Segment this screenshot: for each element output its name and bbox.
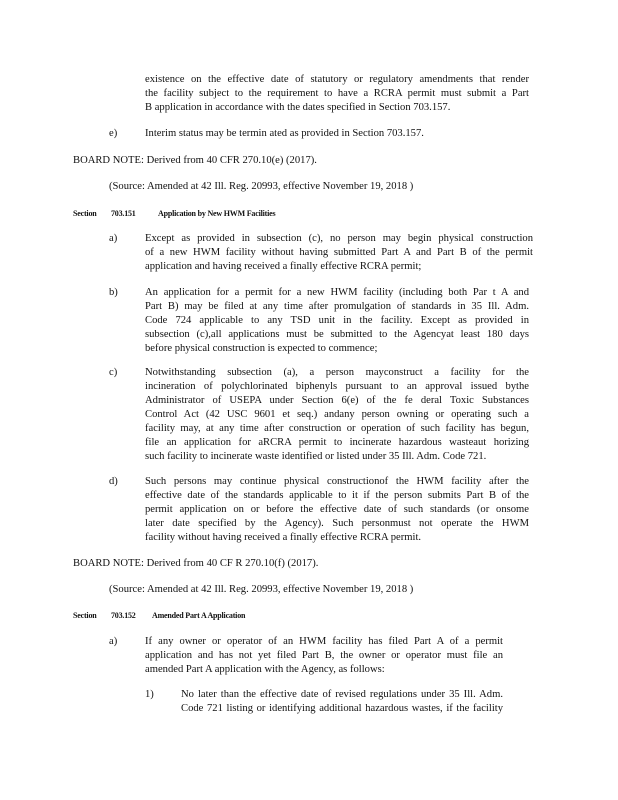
paragraph-line: subsection (c),all applications must be submitted to the Agencyat least 180 days [145, 329, 529, 340]
item-a2-label: a) [109, 636, 118, 647]
item-d-paragraph [145, 475, 529, 545]
section-703-152-title: Amended Part A Application [152, 611, 246, 620]
paragraph-line: Part B) may be filed at any time after promulgation of standards in 35 Ill. Adm. [145, 301, 529, 312]
paragraph-line: If any owner or operator of an HWM facility has filed Part A of a permit [145, 636, 503, 647]
board-note-1 [73, 154, 317, 168]
board-note-line: BOARD NOTE: Derived from 40 CFR 270.10(e) (2017). [73, 155, 317, 166]
item-a2-1-paragraph [181, 688, 503, 716]
paragraph-line: An application for a permit for a new HWM facility (including both Par t A and [145, 287, 529, 298]
source-line: (Source: Amended at 42 Ill. Reg. 20993, effective November 19, 2018 ) [109, 584, 414, 595]
paragraph-line: amended Part A application with the Agency, as follows: [145, 664, 385, 675]
paragraph-line: facility may, at any time after construction or operation of such facility has begun, [145, 423, 529, 434]
paragraph-line: effective date of the standards applicable to it if the person submits Part B of the [145, 490, 529, 501]
paragraph-line: B application in accordance with the dates specified in Section 703.157. [145, 102, 451, 113]
paragraph-line: Except as provided in subsection (c), no person may begin physical construction [145, 233, 533, 244]
paragraph-line: application and has not yet filed Part B, the owner or operator must file an [145, 650, 503, 661]
paragraph-line: such facility to incinerate waste identified or listed under 35 Ill. Adm. Code 721. [145, 451, 487, 462]
paragraph-line: Control Act (42 USC 9601 et seq.) andany person owning or operating such a [145, 409, 529, 420]
paragraph-line: incineration of polychlorinated biphenyls pursuant to an approval issued bythe [145, 381, 529, 392]
paragraph-line: of a new HWM facility without having submitted Part A and Part B of the permit [145, 247, 533, 258]
section-703-151-number: 703.151 [111, 209, 136, 218]
source-note-1 [109, 180, 413, 194]
section-703-152-label: Section [73, 611, 97, 620]
item-a2-1-label: 1) [145, 689, 154, 700]
paragraph-line: Code 724 applicable to any TSD unit in the facility. Except as provided in [145, 315, 529, 326]
item-d-label: d) [109, 476, 118, 487]
paragraph-line: existence on the effective date of statutory or regulatory amendments that render [145, 74, 529, 85]
item-c-paragraph [145, 366, 529, 464]
item-a2-paragraph [145, 635, 503, 677]
paragraph-line: facility without having received a finally effective RCRA permit. [145, 532, 422, 543]
section-703-152-number: 703.152 [111, 611, 136, 620]
item-e-label: e) [109, 128, 118, 139]
paragraph-line: Notwithstanding subsection (a), a person mayconstruct a facility for the [145, 367, 529, 378]
section-703-151-title: Application by New HWM Facilities [158, 209, 276, 218]
item-b-label: b) [109, 287, 118, 298]
board-note-2 [73, 557, 318, 571]
paragraph-line: Such persons may continue physical constructionof the HWM facility after the [145, 476, 529, 487]
paragraph-line: the facility subject to the requirement to have a RCRA permit must submit a Part [145, 88, 529, 99]
intro-continuation-paragraph [145, 73, 529, 115]
section-703-151-label: Section [73, 209, 97, 218]
paragraph-line: Interim status may be termin ated as provided in Section 703.157. [145, 128, 424, 139]
item-a-paragraph [145, 232, 533, 274]
paragraph-line: No later than the effective date of revised regulations under 35 Ill. Adm. [181, 689, 503, 700]
item-e-text [145, 127, 424, 141]
paragraph-line: permit application on or before the effective date of such standards (or onsome [145, 504, 529, 515]
paragraph-line: file an application for aRCRA permit to incinerate hazardous wasteaut horizing [145, 437, 529, 448]
item-b-paragraph [145, 286, 529, 356]
board-note-line: BOARD NOTE: Derived from 40 CF R 270.10(f) (2017). [73, 558, 319, 569]
item-c-label: c) [109, 367, 118, 378]
paragraph-line: application and having received a finally effective RCRA permit; [145, 261, 422, 272]
paragraph-line: Administrator of USEPA under Section 6(e) of the fe deral Toxic Substances [145, 395, 529, 406]
paragraph-line: later date specified by the Agency). Such personmust not operate the HWM [145, 518, 529, 529]
source-line: (Source: Amended at 42 Ill. Reg. 20993, effective November 19, 2018 ) [109, 181, 414, 192]
paragraph-line: before physical construction is expected to commence; [145, 343, 378, 354]
paragraph-line: Code 721 listing or identifying additional hazardous wastes, if the facility [181, 703, 503, 714]
item-a-label: a) [109, 233, 118, 244]
source-note-2 [109, 583, 413, 597]
